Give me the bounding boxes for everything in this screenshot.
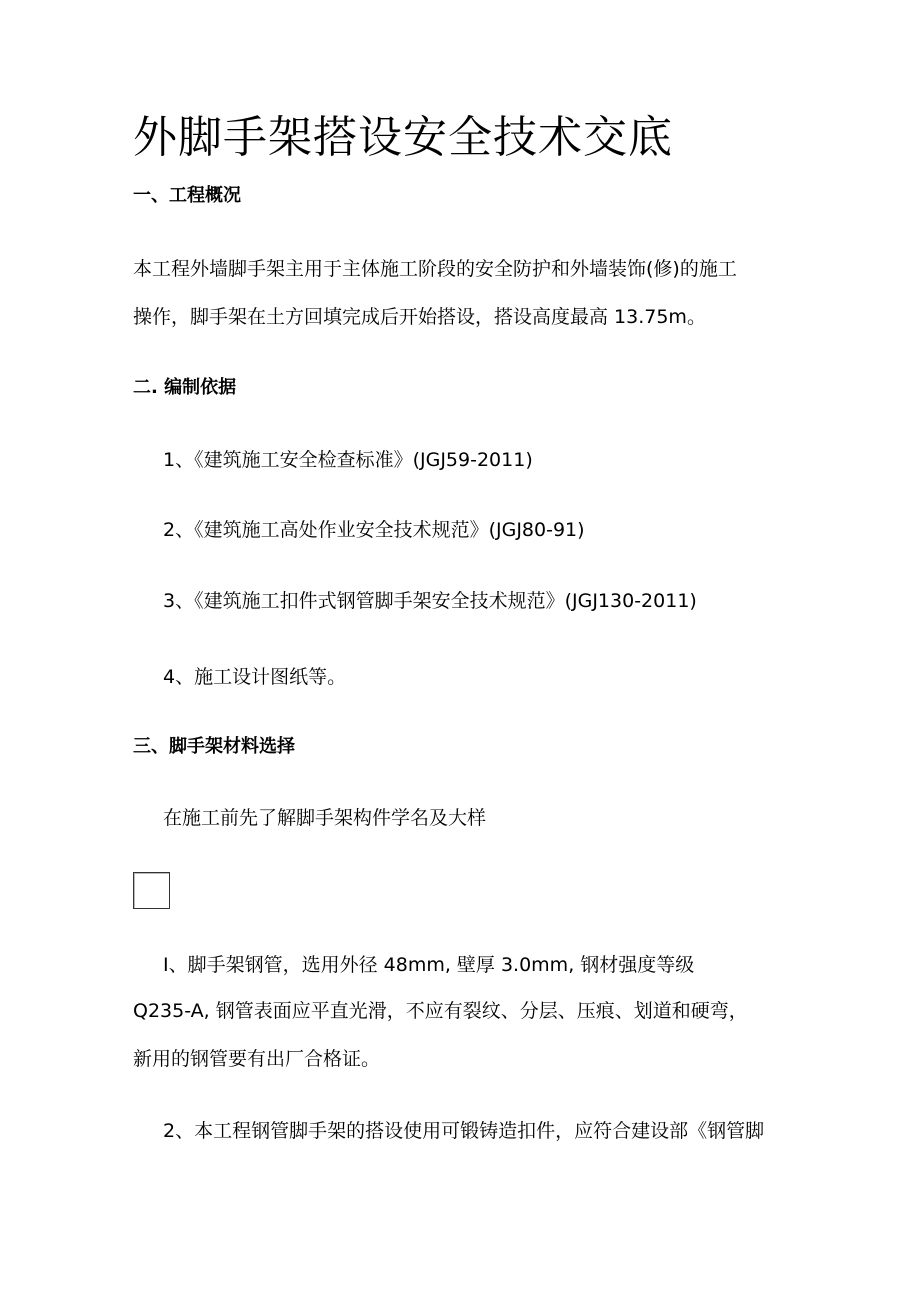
section-heading-overview: 一、工程概况: [133, 185, 241, 206]
basis-list-item-3: 3、《建筑施工扣件式钢管脚手架安全技术规范》(JGJ130-2011): [163, 590, 697, 612]
materials-item-1-line-3: 新用的钢管要有出厂合格证。: [133, 1048, 381, 1070]
overview-paragraph-line-2: 操作，脚手架在土方回填完成后开始搭设，搭设高度最高 13.75m。: [133, 306, 706, 328]
basis-list-item-4: 4、施工设计图纸等。: [163, 666, 347, 688]
materials-item-2-line-1: 2、本工程钢管脚手架的搭设使用可锻铸造扣件，应符合建设部《钢管脚: [163, 1120, 765, 1142]
basis-list-item-1: 1、《建筑施工安全检查标准》(JGJ59-2011): [163, 449, 533, 471]
materials-intro: 在施工前先了解脚手架构件学名及大样: [163, 807, 487, 829]
section-heading-materials: 三、脚手架材料选择: [133, 736, 295, 757]
image-placeholder: [133, 872, 170, 909]
section-heading-basis: 二. 编制依据: [133, 377, 237, 398]
document-title: 外脚手架搭设安全技术交底: [133, 112, 673, 163]
basis-list-item-2: 2、《建筑施工高处作业安全技术规范》(JGJ80-91): [163, 519, 585, 541]
materials-item-1-line-1: I、脚手架钢管，选用外径 48mm, 壁厚 3.0mm, 钢材强度等级: [163, 954, 695, 976]
materials-item-1-line-2: Q235-A, 钢管表面应平直光滑，不应有裂纹、分层、压痕、划道和硬弯，: [133, 1000, 748, 1022]
overview-paragraph-line-1: 本工程外墙脚手架主用于主体施工阶段的安全防护和外墙装饰(修)的施工: [133, 258, 737, 280]
